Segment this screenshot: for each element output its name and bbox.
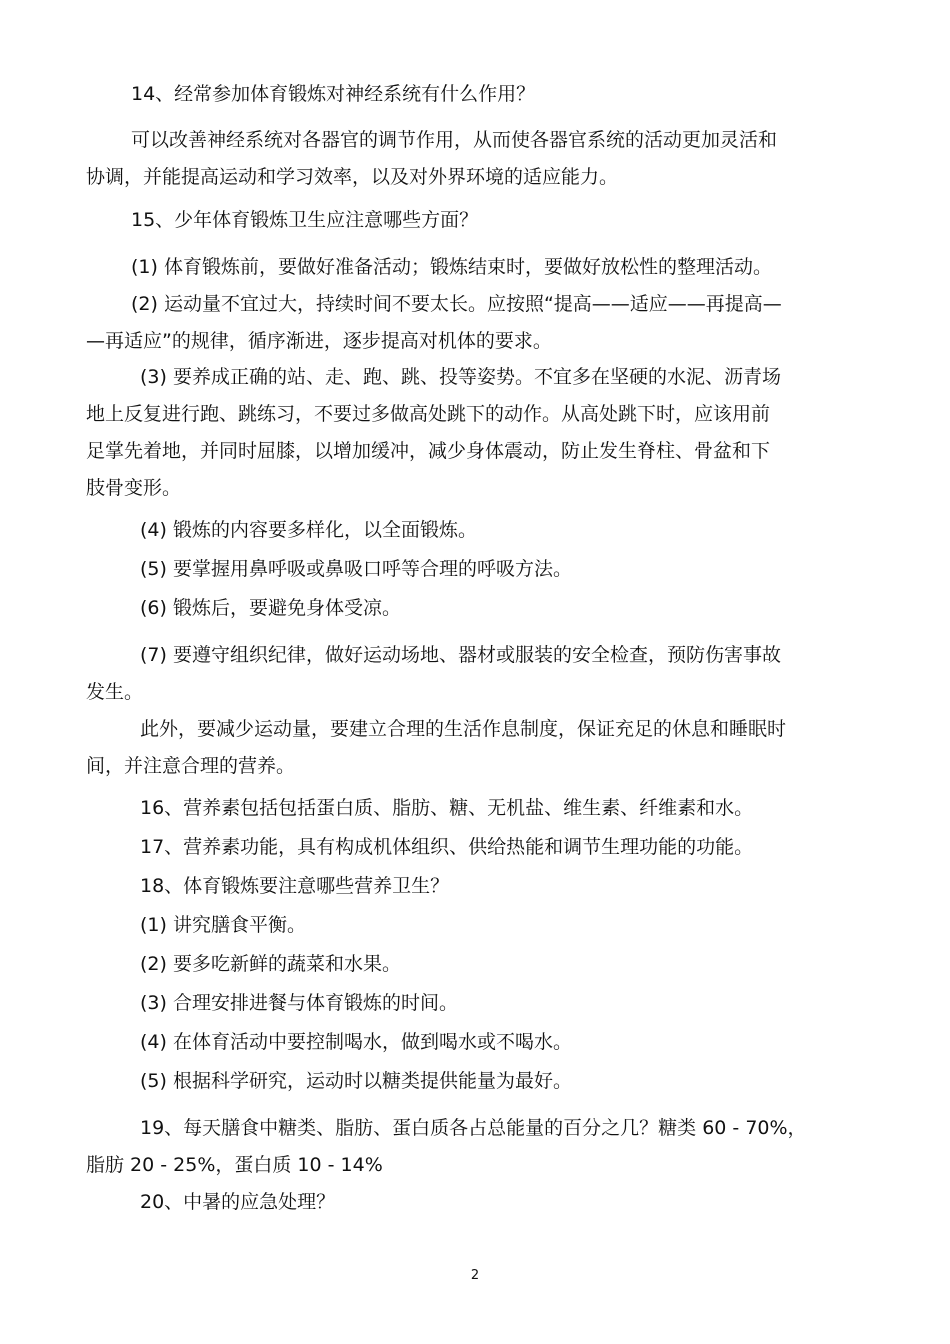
answer-18-item-5: (5) 根据科学研究，运动时以糖类提供能量为最好。 [140, 1070, 572, 1092]
answer-15-item-7-line-2: 发生。 [86, 681, 144, 703]
answer-14-line-1: 可以改善神经系统对各器官的调节作用，从而使各器官系统的活动更加灵活和 [131, 129, 778, 151]
answer-15-item-3-line-4: 肢骨变形。 [86, 477, 182, 499]
answer-18-item-2: (2) 要多吃新鲜的蔬菜和水果。 [140, 953, 401, 975]
question-20: 20、中暑的应急处理？ [140, 1191, 336, 1213]
answer-14-line-2: 协调，并能提高运动和学习效率，以及对外界环境的适应能力。 [86, 166, 619, 188]
answer-15-item-6: (6) 锻炼后，要避免身体受凉。 [140, 597, 401, 619]
question-19-line-2: 脂肪 20 - 25%，蛋白质 10 - 14% [86, 1154, 383, 1176]
answer-15-note-line-1: 此外，要减少运动量，要建立合理的生活作息制度，保证充足的休息和睡眠时 [140, 718, 787, 740]
statement-16: 16、营养素包括包括蛋白质、脂肪、糖、无机盐、维生素、纤维素和水。 [140, 797, 754, 819]
question-14: 14、经常参加体育锻炼对神经系统有什么作用？ [131, 83, 536, 105]
statement-17: 17、营养素功能，具有构成机体组织、供给热能和调节生理功能的功能。 [140, 836, 754, 858]
answer-15-item-2-line-2: —再适应”的规律，循序渐进，逐步提高对机体的要求。 [86, 330, 552, 352]
question-19-line-1: 19、每天膳食中糖类、脂肪、蛋白质各占总能量的百分之几？糖类 60 - 70%， [140, 1117, 807, 1139]
answer-15-item-5: (5) 要掌握用鼻呼吸或鼻吸口呼等合理的呼吸方法。 [140, 558, 572, 580]
answer-15-item-3-line-2: 地上反复进行跑、跳练习，不要过多做高处跳下的动作。从高处跳下时，应该用前 [86, 403, 771, 425]
page-number: 2 [470, 1268, 480, 1283]
answer-18-item-4: (4) 在体育活动中要控制喝水，做到喝水或不喝水。 [140, 1031, 572, 1053]
answer-15-item-1: (1) 体育锻炼前，要做好准备活动；锻炼结束时，要做好放松性的整理活动。 [131, 256, 772, 278]
answer-18-item-1: (1) 讲究膳食平衡。 [140, 914, 306, 936]
answer-15-note-line-2: 间，并注意合理的营养。 [86, 755, 296, 777]
answer-15-item-3-line-1: (3) 要养成正确的站、走、跑、跳、投等姿势。不宜多在坚硬的水泥、沥青场 [140, 366, 781, 388]
answer-18-item-3: (3) 合理安排进餐与体育锻炼的时间。 [140, 992, 458, 1014]
question-15: 15、少年体育锻炼卫生应注意哪些方面？ [131, 209, 479, 231]
question-18: 18、体育锻炼要注意哪些营养卫生？ [140, 875, 450, 897]
answer-15-item-7-line-1: (7) 要遵守组织纪律，做好运动场地、器材或服装的安全检查，预防伤害事故 [140, 644, 781, 666]
answer-15-item-4: (4) 锻炼的内容要多样化，以全面锻炼。 [140, 519, 477, 541]
answer-15-item-2-line-1: (2) 运动量不宜过大，持续时间不要太长。应按照“提高——适应——再提高— [131, 293, 782, 315]
answer-15-item-3-line-3: 足掌先着地，并同时屈膝，以增加缓冲，减少身体震动，防止发生脊柱、骨盆和下 [86, 440, 771, 462]
